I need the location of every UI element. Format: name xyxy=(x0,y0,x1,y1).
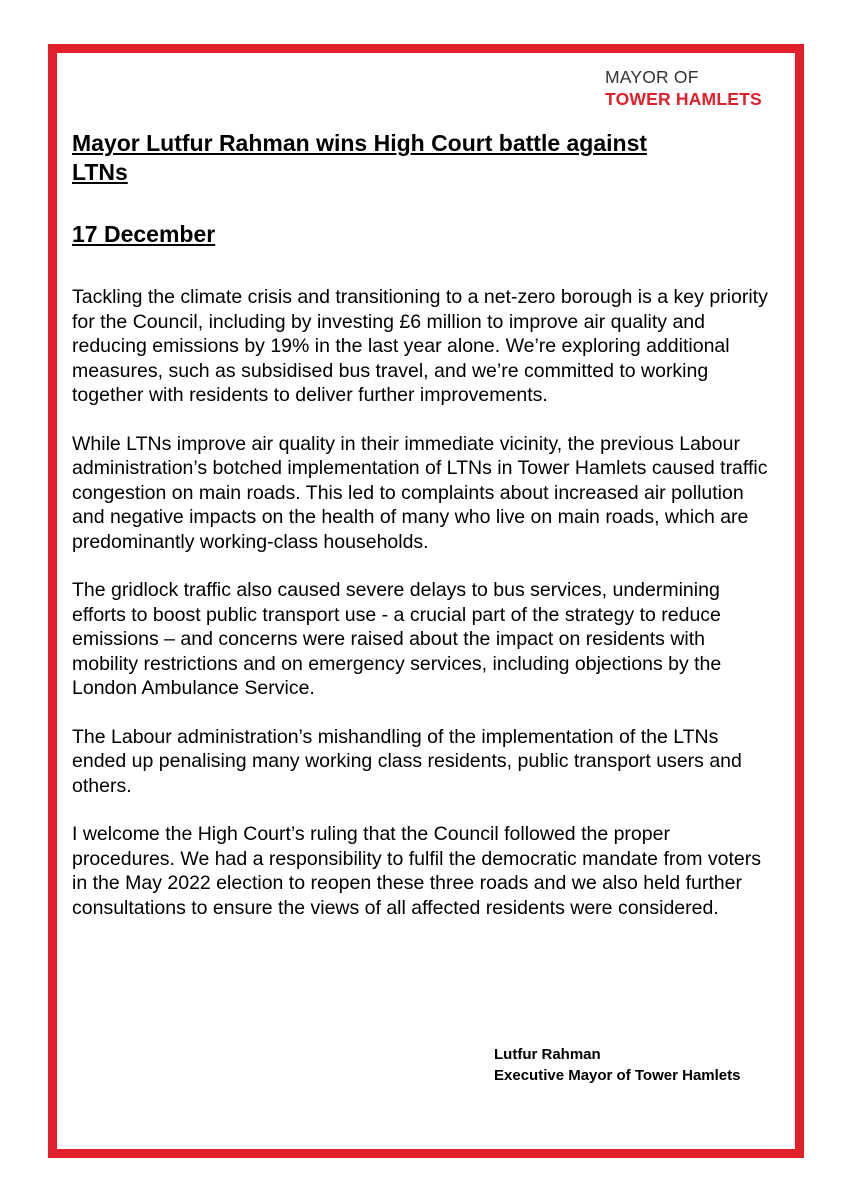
release-date: 17 December xyxy=(72,221,216,247)
paragraph: The gridlock traffic also caused severe delays to bus services, undermining efforts to boost public transport use - a crucial part of the strategy to reduce emissions – and concerns were raised about the impact on residents with mobility restrictions and on emergency services, including objections by the London Ambulance Service. xyxy=(72,579,722,699)
logo-line-mayor-of: MAYOR OF xyxy=(605,67,699,87)
paragraph: I welcome the High Court’s ruling that the Council followed the proper procedures. We had a responsibility to fulfil the democratic mandate from voters in the May 2022 election to reopen these three roads and we also held further consultations to ensure the views of all affected residents were considered. xyxy=(72,823,761,919)
paragraph: While LTNs improve air quality in their immediate vicinity, the previous Labour administration’s botched implementation of LTNs in Tower Hamlets caused traffic congestion on main roads. This led to complaints about increased air pollution and negative impacts on the health of many who live on main roads, which are predominantly working-class households. xyxy=(72,432,768,553)
signature-title: Executive Mayor of Tower Hamlets xyxy=(494,1067,741,1084)
headline-line-2: LTNs xyxy=(72,159,128,185)
headline xyxy=(72,129,772,187)
mayor-logo xyxy=(605,66,762,110)
signature-name: Lutfur Rahman xyxy=(494,1046,601,1063)
paragraph: Tackling the climate crisis and transitioning to a net-zero borough is a key priority for the Council, including by investing £6 million to improve air quality and reducing emissions by 19% in the last year alone. We’re exploring additional measures, such as subsidised bus travel, and we’re committed to working together with residents to deliver further improvements. xyxy=(72,286,768,406)
press-release-body xyxy=(72,285,772,944)
logo-line-tower-hamlets: TOWER HAMLETS xyxy=(605,89,762,109)
paragraph: The Labour administration’s mishandling of the implementation of the LTNs ended up penalising many working class residents, public transport users and others. xyxy=(72,725,742,797)
headline-line-1: Mayor Lutfur Rahman wins High Court battle against xyxy=(72,130,648,156)
signature-block xyxy=(494,1044,740,1086)
